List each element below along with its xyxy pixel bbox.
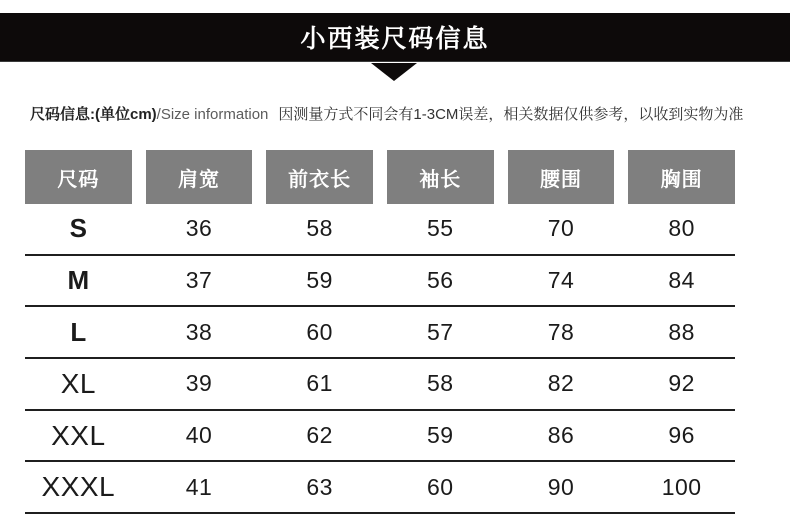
value-cell: 74: [547, 267, 575, 294]
value-cell: 90: [547, 473, 575, 500]
size-label: M: [67, 265, 90, 296]
value-cell: 61: [306, 370, 333, 397]
value-cell: 86: [547, 422, 575, 449]
value-cell: 70: [547, 215, 575, 242]
table-row: [25, 359, 735, 411]
value-cell: 59: [306, 267, 333, 294]
value-cell: 62: [306, 422, 333, 449]
table-row: [25, 411, 735, 463]
value-cell: 38: [185, 318, 213, 345]
size-table: [25, 150, 735, 514]
table-body: [25, 204, 735, 514]
title-banner: [0, 13, 790, 62]
header-cell-sleeve: 袖长: [387, 150, 494, 204]
value-cell: 96: [668, 422, 695, 449]
value-cell: 57: [427, 318, 454, 345]
value-cell: 59: [427, 422, 454, 449]
header-cell-size: 尺码: [25, 150, 132, 204]
size-label: XXXL: [41, 471, 116, 503]
value-cell: 82: [547, 370, 575, 397]
value-cell: 100: [661, 473, 702, 500]
header-cell-length: 前衣长: [266, 150, 373, 204]
size-label: XL: [60, 367, 96, 399]
value-cell: 39: [185, 370, 213, 397]
table-row: [25, 307, 735, 359]
value-cell: 60: [427, 473, 454, 500]
value-cell: 60: [306, 318, 333, 345]
value-cell: 37: [185, 267, 213, 294]
table-header-row: [25, 150, 735, 204]
down-arrow-icon: [371, 63, 417, 81]
size-note: [30, 103, 743, 124]
value-cell: 58: [427, 370, 454, 397]
value-cell: 92: [668, 370, 695, 397]
table-row: [25, 204, 735, 256]
value-cell: 63: [306, 473, 333, 500]
value-cell: 78: [547, 318, 575, 345]
page-title: 小西装尺码信息: [300, 25, 490, 53]
note-disclaimer: 因测量方式不同会有1-3CM误差，相关数据仅供参考，以收到实物为准: [278, 106, 744, 123]
header-cell-waist: 腰围: [508, 150, 615, 204]
value-cell: 36: [185, 215, 213, 242]
header-cell-bust: 胸围: [628, 150, 735, 204]
value-cell: 84: [668, 267, 695, 294]
value-cell: 41: [185, 473, 213, 500]
value-cell: 40: [185, 422, 213, 449]
table-row: [25, 256, 735, 308]
size-label: S: [69, 213, 87, 244]
header-cell-shoulder: 肩宽: [146, 150, 253, 204]
note-unit-label: 尺码信息:(单位cm): [30, 106, 157, 123]
value-cell: 80: [668, 215, 695, 242]
value-cell: 58: [306, 215, 333, 242]
value-cell: 56: [427, 267, 454, 294]
value-cell: 55: [427, 215, 454, 242]
value-cell: 88: [668, 318, 695, 345]
size-label: L: [70, 316, 87, 347]
size-label: XXL: [51, 419, 106, 451]
table-row: [25, 462, 735, 514]
note-en-label: /Size information: [156, 106, 269, 123]
